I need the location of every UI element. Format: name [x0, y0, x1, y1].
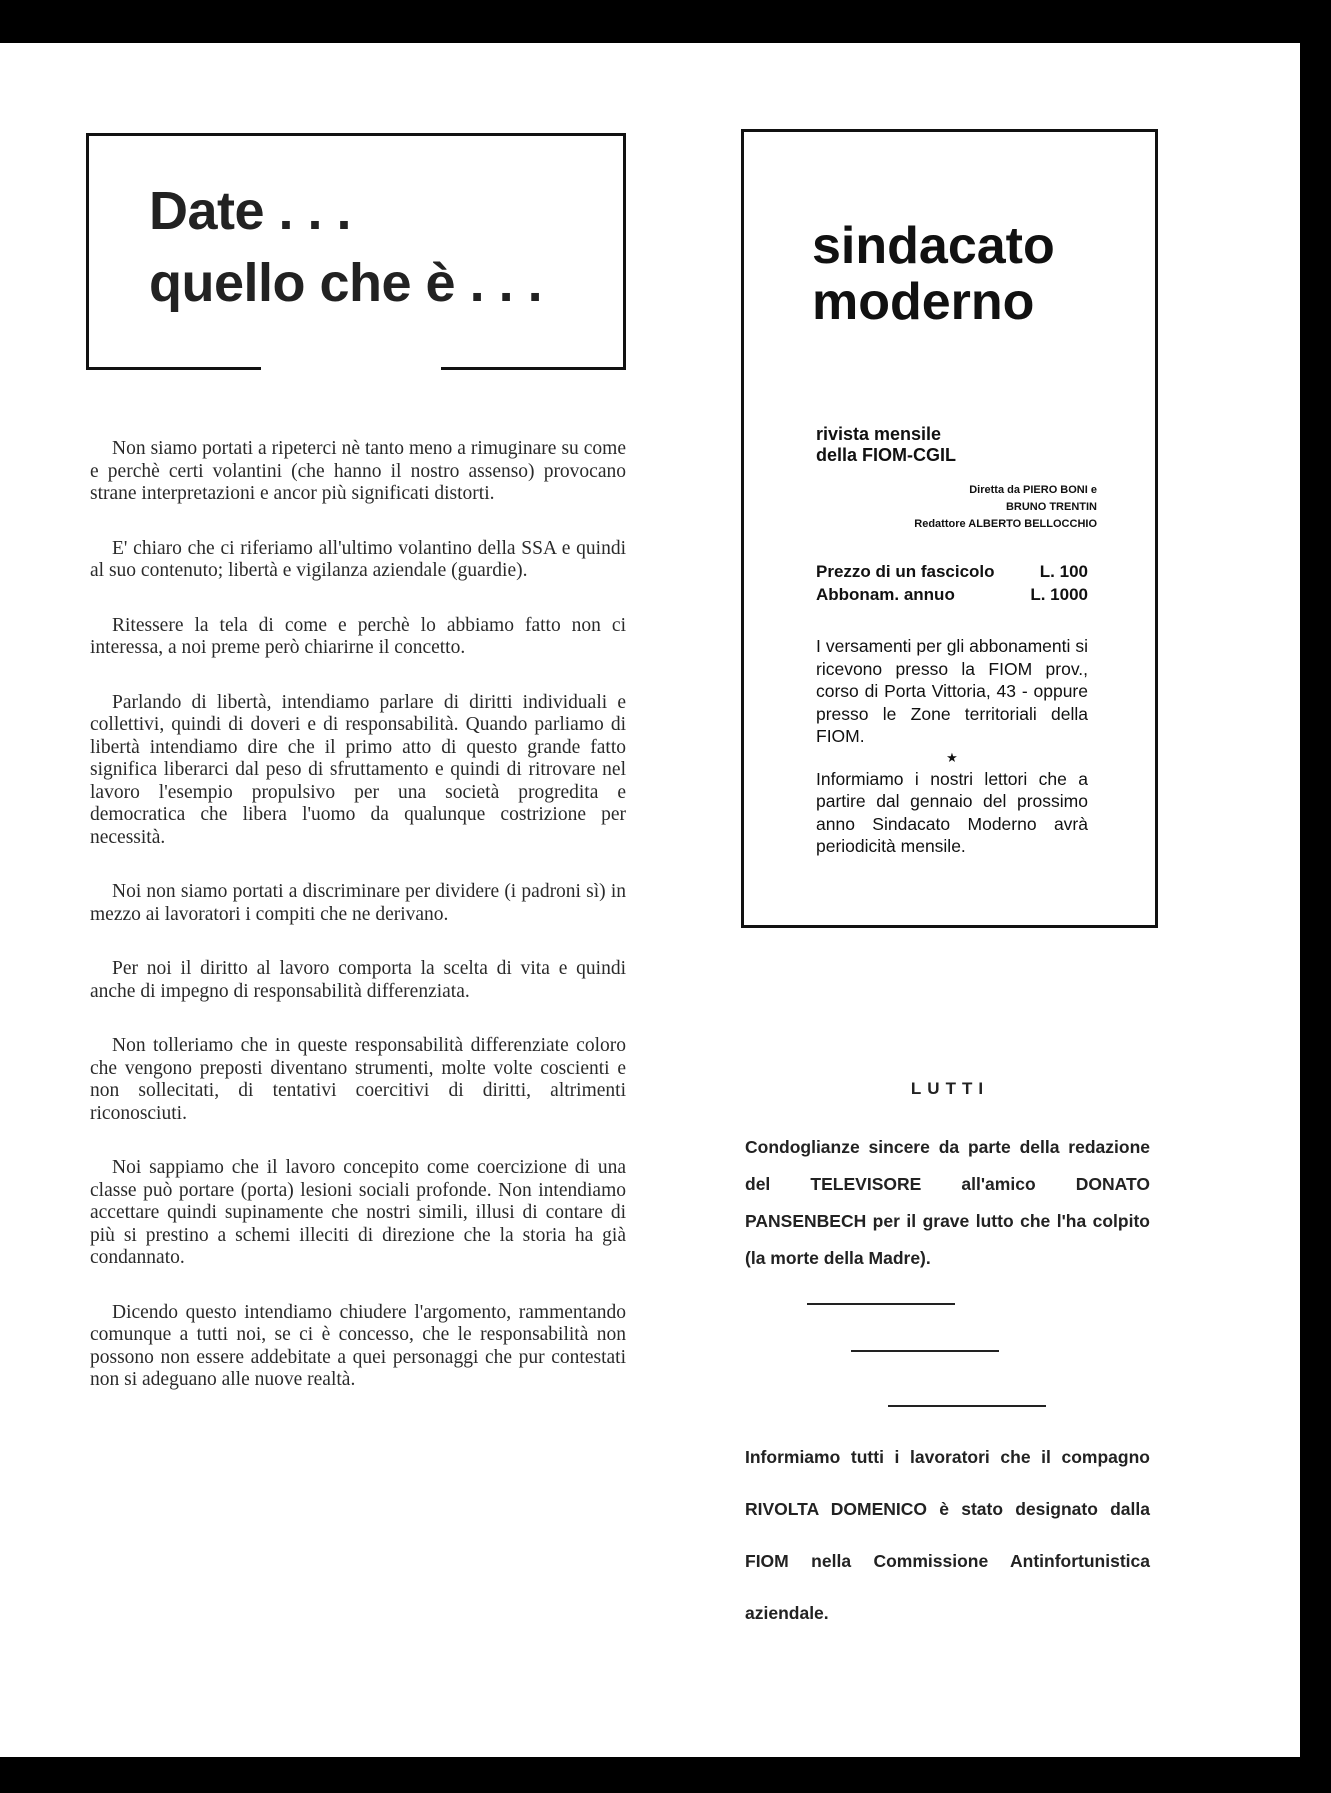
- frame-gap: [261, 365, 441, 370]
- article-paragraph: Noi non siamo portati a discriminare per dividere (i padroni sì) in mezzo ai lavoratori i compiti che ne derivano.: [90, 881, 626, 925]
- price-row: [816, 560, 1088, 583]
- masthead-title-line-1: sindacato: [812, 217, 1055, 275]
- article-paragraph: Parlando di libertà, intendiamo parlare di diritti individuali e collettivi, quindi di doveri e di responsabilità. Quando parliamo di libertà intendiamo dire che il primo atto di questo grande fatto significa liberarci dal peso di sfruttamento e quindi di ritrovare nel lavoro l'esempio propulsivo per una società progredita e democratica che libera l'uomo da qualunque costrizione per necessità.: [90, 691, 626, 848]
- lutti-heading: LUTTI: [910, 1079, 990, 1098]
- article-paragraph: Non siamo portati a ripeterci nè tanto meno a rimuginare su come e perchè certi volantini (che hanno il nostro assenso) provocano strane interpretazioni e ancor più significati distorti.: [90, 438, 626, 504]
- headline-box: [86, 133, 626, 370]
- masthead-subtitle-line-2: della FIOM-CGIL: [816, 445, 957, 465]
- article-paragraph: Per noi il diritto al lavoro comporta la scelta di vita e quindi anche di impegno di responsabilità differenziata.: [90, 958, 626, 1002]
- headline-line-2: quello che è . . .: [149, 253, 543, 313]
- condolences-text: Condoglianze sincere da parte della redazione del TELEVISORE all'amico DONATO PANSENBECH per il grave lutto che l'ha colpito (la morte della Madre).: [745, 1137, 1150, 1268]
- article-paragraph: Noi sappiamo che il lavoro concepito come coercizione di una classe può portare (porta) lesioni sociali profonde. Non intendiamo accettare quindi supinamente che nostri simili, illusi di contare di più si prestino a schemi illeciti di direzione che la storia ha già condannato.: [90, 1157, 626, 1268]
- subscription-value: L. 1000: [1030, 585, 1088, 604]
- divider-line: [807, 1303, 955, 1305]
- headline-line-1: Date . . .: [149, 181, 352, 241]
- masthead-title-line-2: moderno: [812, 273, 1035, 331]
- page: [0, 43, 1300, 1757]
- price-value: L. 100: [1039, 562, 1088, 581]
- article-paragraph: Non tolleriamo che in queste responsabilità differenziate coloro che vengono preposti diventano strumenti, molte volte coscienti e non sollecitati, di tentativi coercitivi di diritti, altrimenti riconosciuti.: [90, 1035, 626, 1124]
- masthead-notice-text: Informiamo i nostri lettori che a partire dal gennaio del prossimo anno Sindacato Moderno avrà periodicità mensile.: [816, 768, 1088, 856]
- masthead-box: [741, 129, 1158, 928]
- masthead-payment-text: I versamenti per gli abbonamenti si ricevono presso la FIOM prov., corso di Porta Vittoria, 43 - oppure presso le Zone territoriali della FIOM.: [816, 636, 1088, 746]
- masthead-body: [816, 635, 1088, 858]
- divider-line: [851, 1350, 999, 1352]
- credits-line-3: Redattore ALBERTO BELLOCCHIO: [914, 518, 1097, 530]
- masthead-title: [812, 218, 1055, 330]
- credits-line-2: BRUNO TRENTIN: [1005, 501, 1097, 513]
- masthead-prices: [816, 560, 1088, 606]
- subscription-label: Abbonam. annuo: [816, 585, 955, 604]
- commission-notice-text: Informiamo tutti i lavoratori che il compagno RIVOLTA DOMENICO è stato designato dalla FIOM nella Commissione Antinfortunistica aziendale.: [745, 1447, 1150, 1623]
- price-label: Prezzo di un fascicolo: [816, 562, 995, 581]
- masthead-subtitle-line-1: rivista mensile: [816, 424, 942, 444]
- divider-line: [888, 1405, 1046, 1407]
- article-paragraph: Ritessere la tela di come e perchè lo abbiamo fatto non ci interessa, a noi preme però chiarirne il concetto.: [90, 614, 626, 658]
- masthead-credits: [914, 482, 1097, 533]
- article-paragraph: Dicendo questo intendiamo chiudere l'argomento, rammentando comunque a tutti noi, se ci è concesso, che le responsabilità non possono non essere addebitate a quei personaggi che pur contestati non si adeguano alle nuove realtà.: [90, 1301, 626, 1390]
- subscription-row: [816, 583, 1088, 606]
- article-body: [90, 438, 626, 1424]
- star-icon: ★: [946, 749, 958, 765]
- article-paragraph: E' chiaro che ci riferiamo all'ultimo volantino della SSA e quindi al suo contenuto; libertà e vigilanza aziendale (guardie).: [90, 537, 626, 581]
- credits-line-1: Diretta da PIERO BONI e: [969, 484, 1097, 496]
- masthead-subtitle: [816, 424, 956, 466]
